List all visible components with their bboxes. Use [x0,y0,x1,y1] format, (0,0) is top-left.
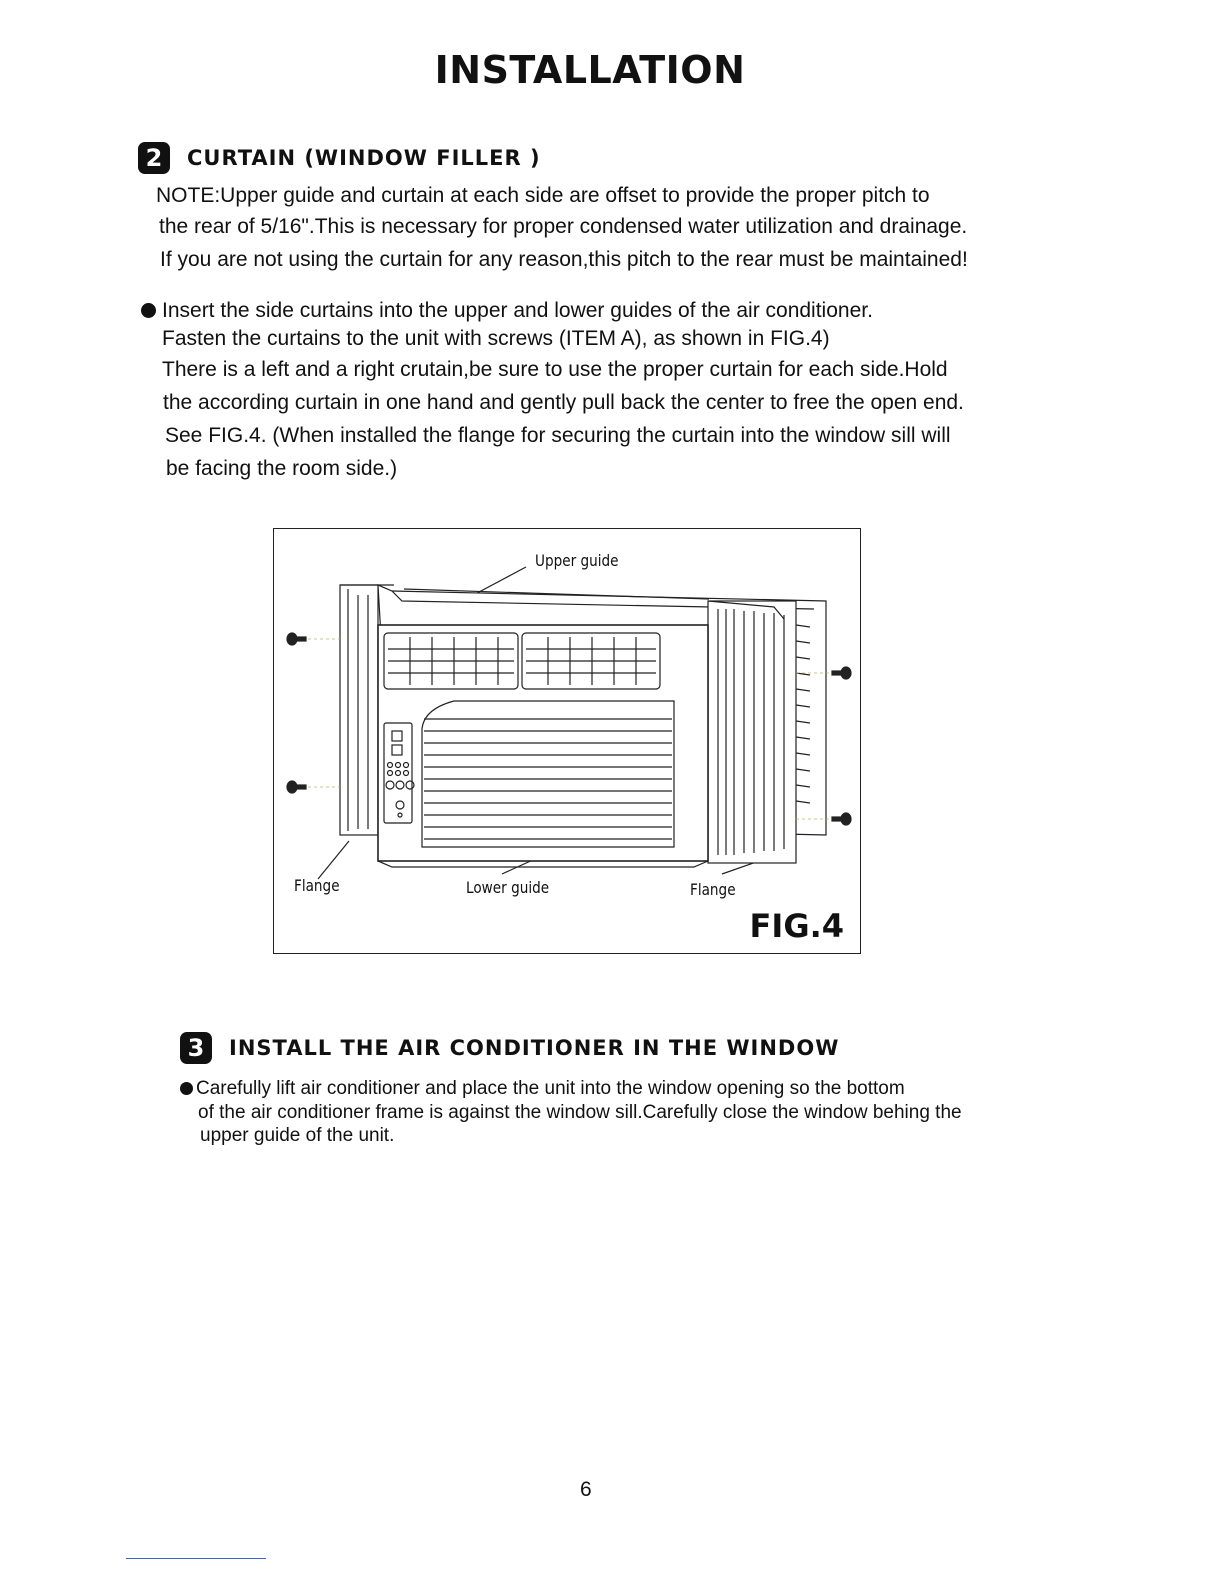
section-title: CURTAIN (WINDOW FILLER ) [187,146,541,170]
flange-left-leader [318,841,349,879]
figure-4 [273,528,861,954]
bullet-icon [180,1082,193,1095]
page-title: INSTALLATION [434,48,746,92]
screw-icon [287,781,306,793]
screw-icon [287,633,306,645]
note-line: If you are not using the curtain for any reason,this pitch to the rear must be maintained! [160,248,968,271]
screw-icon [832,813,851,825]
instruction-line: be facing the room side.) [166,457,398,480]
instruction-line: There is a left and a right crutain,be sure to use the proper curtain for each side.Hold [162,358,948,381]
note-line: NOTE:Upper guide and curtain at each side are offset to provide the proper pitch to [156,184,930,207]
instruction-line: See FIG.4. (When installed the flange for securing the curtain into the window sill will [165,424,951,447]
instruction-line [180,1077,905,1100]
instruction-text: Carefully lift air conditioner and place the unit into the window opening so the bottom [196,1078,905,1099]
section-title: INSTALL THE AIR CONDITIONER IN THE WINDOW [229,1036,840,1060]
section-number-badge: 3 [180,1032,212,1064]
label-flange-right: Flange [690,880,736,899]
label-upper-guide: Upper guide [535,551,619,570]
section-number-badge: 2 [138,142,170,174]
instruction-line: upper guide of the unit. [200,1125,395,1146]
footer-rule [126,1558,266,1559]
section-2-heading [138,142,541,174]
note-line: the rear of 5/16".This is necessary for proper condensed water utilization and drainage. [159,215,968,238]
section-3-heading [180,1032,839,1064]
label-lower-guide: Lower guide [466,878,550,897]
instruction-line: of the air conditioner frame is against the window sill.Carefully close the window behing the [198,1102,962,1123]
figure-caption: FIG.4 [749,907,844,945]
right-curtain [708,601,796,863]
air-conditioner-illustration [274,529,859,952]
label-flange-left: Flange [294,876,340,895]
bullet-icon [141,303,156,318]
bullet-item [141,299,873,323]
instruction-line: Fasten the curtains to the unit with screws (ITEM A), as shown in FIG.4) [162,327,830,350]
bullet-text: Insert the side curtains into the upper and lower guides of the air conditioner. [162,299,873,322]
screw-icon [832,667,851,679]
instruction-line: the according curtain in one hand and gently pull back the center to free the open end. [163,391,964,414]
page-number: 6 [580,1478,592,1501]
